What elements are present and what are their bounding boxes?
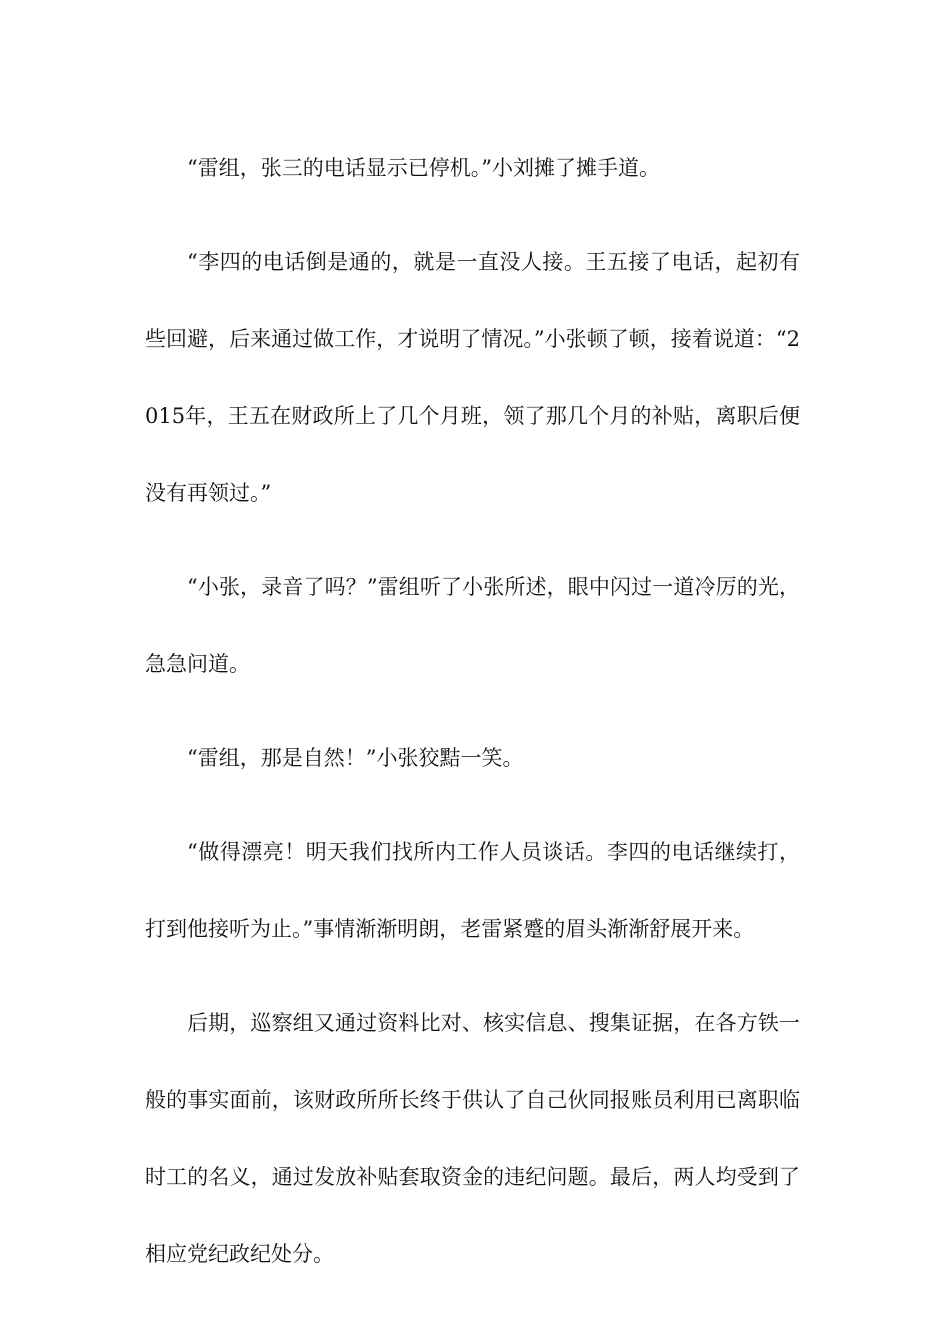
document-body — [145, 130, 800, 1310]
paragraph-1: “雷组，张三的电话显示已停机。”小刘摊了摊手道。 — [187, 156, 660, 180]
paragraph-4: “雷组，那是自然！”小张狡黠一笑。 — [187, 746, 524, 770]
paragraph-5: “做得漂亮！明天我们找所内工作人员谈话。李四的电话继续打，打到他接听为止。”事情渐渐明朗，老雷紧蹙的眉头渐渐舒展开来。 — [145, 840, 800, 941]
paragraph-2: “李四的电话倒是通的，就是一直没人接。王五接了电话，起初有些回避，后来通过做工作，才说明了情况。”小张顿了顿，接着说道：“2015年，王五在财政所上了几个月班，领了那几个月的补贴，离职后便没有再领过。” — [145, 250, 800, 505]
paragraph-6: 后期，巡察组又通过资料比对、核实信息、搜集证据，在各方铁一般的事实面前，该财政所所长终于供认了自己伙同报账员利用已离职临时工的名义，通过发放补贴套取资金的违纪问题。最后，两人均受到了相应党纪政纪处分。 — [145, 1011, 800, 1266]
paragraph-3: “小张，录音了吗？”雷组听了小张所述，眼中闪过一道冷厉的光，急急问道。 — [145, 575, 800, 676]
